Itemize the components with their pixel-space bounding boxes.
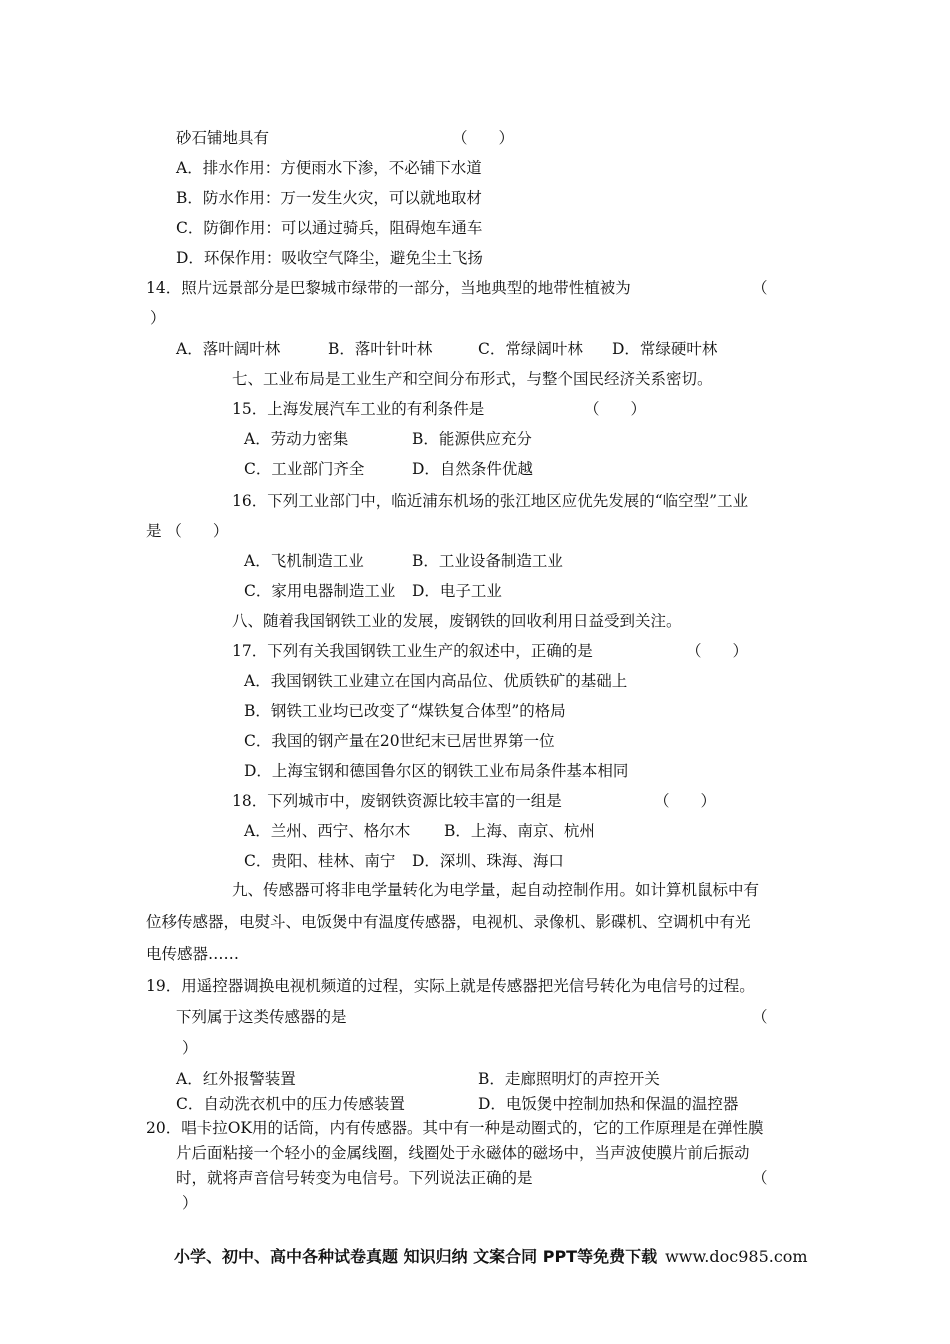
q14-paren-close: ） bbox=[150, 309, 166, 327]
footer-text: 小学、初中、高中各种试卷真题 知识归纳 文案合同 PPT等免费下载 bbox=[174, 1247, 658, 1266]
q19-option-c: C．自动洗衣机中的压力传感装置 bbox=[176, 1095, 405, 1113]
q13-option-d: D．环保作用：吸收空气降尘，避免尘土飞扬 bbox=[176, 249, 483, 267]
q18-option-a: A．兰州、西宁、格尔木 bbox=[244, 822, 411, 840]
q14-option-d: D．常绿硬叶林 bbox=[612, 340, 718, 358]
q18-option-c: C．贵阳、桂林、南宁 bbox=[244, 852, 396, 870]
section9-intro-line1: 九、传感器可将非电学量转化为电学量，起自动控制作用。如计算机鼠标中有 bbox=[232, 881, 760, 899]
q14-option-c: C．常绿阔叶林 bbox=[478, 340, 583, 358]
q19-option-b: B．走廊照明灯的声控开关 bbox=[478, 1070, 660, 1088]
section9-intro-line3: 电传感器…… bbox=[146, 945, 240, 963]
q15-option-a: A．劳动力密集 bbox=[244, 430, 349, 448]
q20-stem-line3: 时，就将声音信号转变为电信号。下列说法正确的是 bbox=[176, 1169, 533, 1187]
q13-option-a: A．排水作用：方便雨水下渗，不必铺下水道 bbox=[176, 159, 482, 177]
q17-option-b: B．钢铁工业均已改变了“煤铁复合体型”的格局 bbox=[244, 702, 566, 720]
q19-stem-line1: 19．用遥控器调换电视机频道的过程，实际上就是传感器把光信号转化为电信号的过程。 bbox=[146, 977, 755, 995]
section7-intro: 七、工业布局是工业生产和空间分布形式，与整个国民经济关系密切。 bbox=[232, 370, 713, 388]
q19-paren-open: （ bbox=[752, 1008, 768, 1026]
q20-paren-close: ） bbox=[182, 1194, 198, 1212]
q17-answer-paren: （ ） bbox=[686, 642, 749, 660]
q19-option-a: A．红外报警装置 bbox=[176, 1070, 296, 1088]
q14-option-b: B．落叶针叶林 bbox=[328, 340, 433, 358]
q13-option-b: B．防水作用：万一发生火灾，可以就地取材 bbox=[176, 189, 482, 207]
q20-paren-open: （ bbox=[752, 1169, 768, 1187]
q13-answer-paren: （ ） bbox=[452, 129, 515, 147]
q19-paren-close: ） bbox=[182, 1039, 198, 1057]
q17-option-a: A．我国钢铁工业建立在国内高品位、优质铁矿的基础上 bbox=[244, 672, 628, 690]
q20-stem-line1: 20．唱卡拉OK用的话筒，内有传感器。其中有一种是动圈式的，它的工作原理是在弹性膜 bbox=[146, 1119, 764, 1137]
q15-option-b: B．能源供应充分 bbox=[412, 430, 532, 448]
q19-stem-line2: 下列属于这类传感器的是 bbox=[176, 1008, 347, 1026]
q17-stem: 17．下列有关我国钢铁工业生产的叙述中，正确的是 bbox=[232, 642, 593, 660]
q16-stem: 16．下列工业部门中，临近浦东机场的张江地区应优先发展的“临空型”工业 bbox=[232, 492, 749, 510]
q20-stem-line2: 片后面粘接一个轻小的金属线圈，线圈处于永磁体的磁场中，当声波使膜片前后振动 bbox=[176, 1144, 750, 1162]
q13-option-c: C．防御作用：可以通过骑兵，阻碍炮车通车 bbox=[176, 219, 483, 237]
q16-option-c: C．家用电器制造工业 bbox=[244, 582, 396, 600]
q15-option-c: C．工业部门齐全 bbox=[244, 460, 365, 478]
q16-stem-cont: 是 （ ） bbox=[146, 522, 229, 540]
q17-option-d: D．上海宝钢和德国鲁尔区的钢铁工业布局条件基本相同 bbox=[244, 762, 629, 780]
q15-stem: 15．上海发展汽车工业的有利条件是 bbox=[232, 400, 485, 418]
footer-url[interactable]: www.doc985.com bbox=[665, 1247, 808, 1266]
q15-option-d: D．自然条件优越 bbox=[412, 460, 533, 478]
q16-option-a: A．飞机制造工业 bbox=[244, 552, 364, 570]
q16-option-b: B．工业设备制造工业 bbox=[412, 552, 563, 570]
q14-option-a: A．落叶阔叶林 bbox=[176, 340, 281, 358]
q15-answer-paren: （ ） bbox=[584, 400, 647, 418]
q14-paren-open: （ bbox=[752, 279, 768, 297]
q18-stem: 18．下列城市中，废钢铁资源比较丰富的一组是 bbox=[232, 792, 562, 810]
q18-option-b: B．上海、南京、杭州 bbox=[444, 822, 595, 840]
section8-intro: 八、随着我国钢铁工业的发展，废钢铁的回收利用日益受到关注。 bbox=[232, 612, 682, 630]
q18-option-d: D．深圳、珠海、海口 bbox=[412, 852, 564, 870]
q19-option-d: D．电饭煲中控制加热和保温的温控器 bbox=[478, 1095, 739, 1113]
q14-stem: 14．照片远景部分是巴黎城市绿带的一部分，当地典型的地带性植被为 bbox=[146, 279, 631, 297]
q18-answer-paren: （ ） bbox=[654, 792, 717, 810]
footer bbox=[174, 1244, 808, 1267]
q16-option-d: D．电子工业 bbox=[412, 582, 502, 600]
section9-intro-line2: 位移传感器，电熨斗、电饭煲中有温度传感器，电视机、录像机、影碟机、空调机中有光 bbox=[146, 913, 751, 931]
q13-stem-end: 砂石铺地具有 bbox=[176, 129, 270, 147]
q17-option-c: C．我国的钢产量在20世纪末已居世界第一位 bbox=[244, 732, 555, 750]
